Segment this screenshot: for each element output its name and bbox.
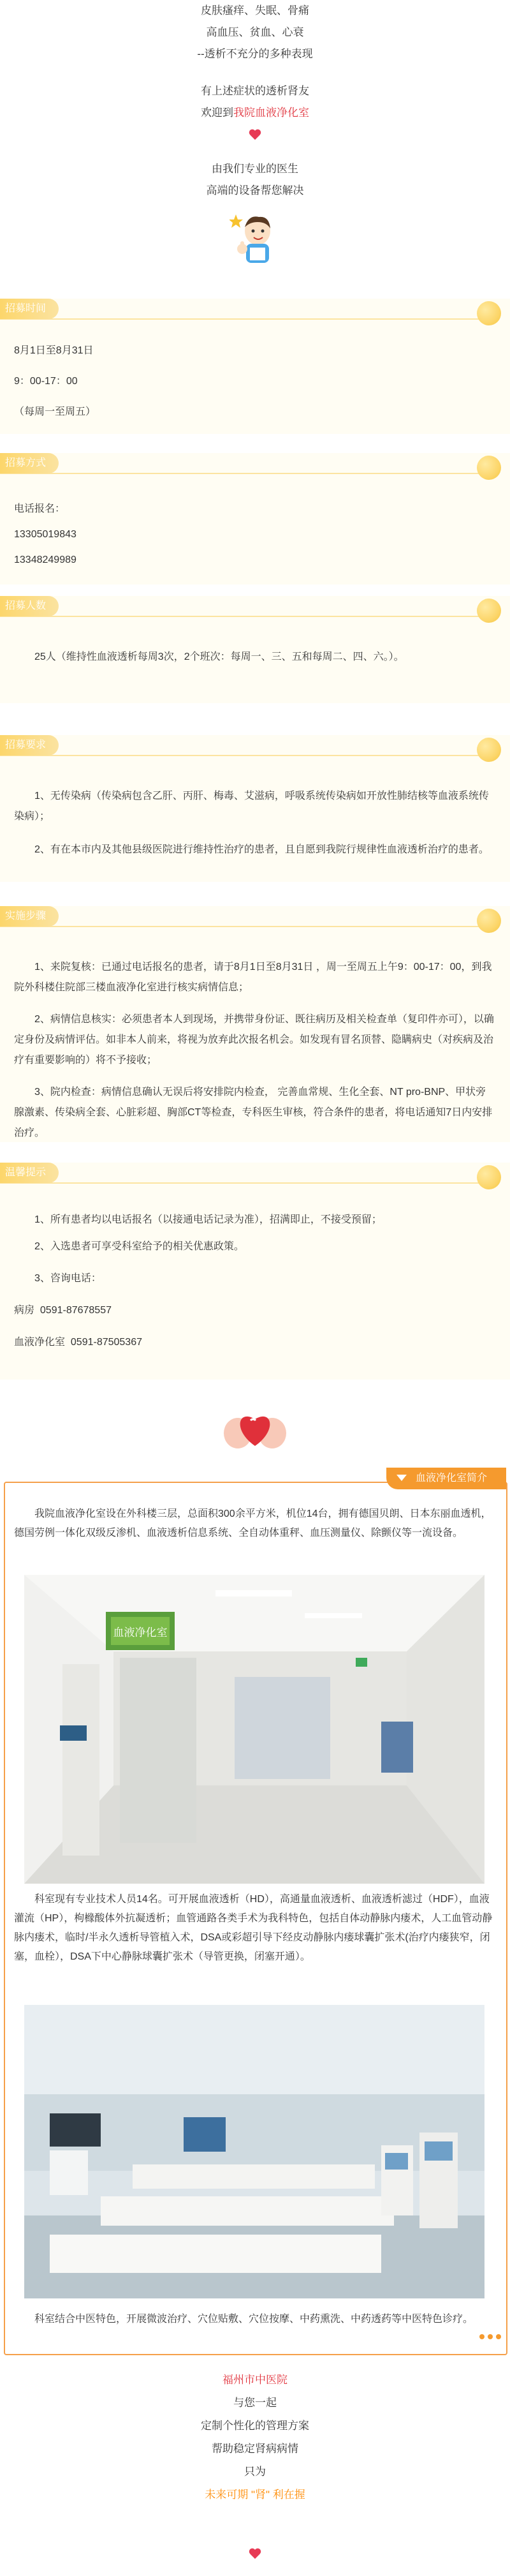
section-title: 招募时间 xyxy=(5,303,47,314)
more-dots-icon xyxy=(476,2331,501,2342)
section-title: 实施步骤 xyxy=(5,911,47,921)
tip-item: 2、入选患者可享受科室给予的相关优惠政策。 xyxy=(34,1241,244,1252)
doctor-block xyxy=(0,158,510,202)
section-title: 招募人数 xyxy=(5,600,47,611)
department-tcm-para: 科室结合中医特色，开展微波治疗、穴位贴敷、穴位按摩、中药熏洗、中药透药等中医特色诊疗。 xyxy=(34,2314,474,2325)
section-header xyxy=(0,735,59,756)
thumbs-up-character-icon xyxy=(229,208,283,269)
section-divider xyxy=(0,926,484,927)
symptom-line: --透析不充分的多种表现 xyxy=(197,48,313,60)
department-intro-tab xyxy=(386,1468,506,1489)
recruit-dates: 8月1日至8月31日 xyxy=(14,345,94,356)
section-header xyxy=(0,596,59,616)
section-tips xyxy=(0,1163,510,1380)
section-divider xyxy=(0,1182,484,1184)
phone-label: 电话报名： xyxy=(14,503,66,514)
process-step: 3、院内检查：病情信息确认无误后将安排院内检查， 完善血常规、生化全套、NT pro-BNP、甲状旁腺激素、传染病全套、心脏彩超、胸部CT等检查，专科医生审核，符合条件的患者，将电话通知7日内安排治疗。 xyxy=(14,1087,493,1138)
dialysis-phone[interactable]: 血液净化室 0591-87505367 xyxy=(14,1337,143,1348)
section-header xyxy=(0,299,59,319)
phone-number-2[interactable]: 13348249989 xyxy=(14,555,76,565)
section-body xyxy=(14,957,496,1143)
closing-line: 只为 xyxy=(244,2466,266,2478)
symptom-line: 高血压、贫血、心衰 xyxy=(206,26,304,38)
corridor-photo xyxy=(24,1575,484,1884)
recruit-count-text: 25人（维持性血液透析每周3次，2个班次：每周一、三、五和每周二、四、六。）。 xyxy=(34,651,404,662)
doctor-line: 由我们专业的医生 xyxy=(212,163,298,175)
closing-line: 与您一起 xyxy=(233,2397,277,2409)
section-body xyxy=(14,503,496,567)
equipment-line: 高端的设备帮您解决 xyxy=(206,184,304,197)
section-header xyxy=(0,1163,59,1183)
heart-hands-icon xyxy=(220,1401,290,1454)
closing-line: 帮助稳定肾病病情 xyxy=(212,2443,298,2455)
section-process xyxy=(0,906,510,1142)
section-recruit-method xyxy=(0,453,510,584)
sun-icon xyxy=(477,301,501,325)
process-step: 1、来院复核：已通过电话报名的患者，请于8月1日至8月31日 ，周一至周五上午9：00-17：00，到我院外科楼住院部三楼血液净化室进行核实病情信息； xyxy=(14,962,492,993)
requirement-item: 1、无传染病（传染病包含乙肝、丙肝、梅毒、艾滋病，呼吸系统传染病如开放性肺结核等血液系统传染病）； xyxy=(14,791,489,822)
sun-icon xyxy=(477,738,501,762)
section-divider xyxy=(0,473,484,474)
hospital-name: 福州市中医院 xyxy=(222,2374,288,2386)
sun-icon xyxy=(477,456,501,480)
section-header xyxy=(0,906,59,927)
section-divider xyxy=(0,318,484,320)
department-sign-text: 血液净化室 xyxy=(113,1627,168,1639)
recruit-hours: 9：00-17：00 xyxy=(14,376,78,387)
recruit-weekdays: （每周一至周五） xyxy=(14,406,96,417)
section-title: 温馨提示 xyxy=(5,1167,47,1178)
heart-icon xyxy=(249,130,261,141)
welcome-highlight: 我院血液净化室 xyxy=(233,107,309,119)
closing-slogan: 未来可期 "肾" 利在握 xyxy=(205,2489,305,2501)
department-staff-para: 科室现有专业技术人员14名。可开展血液透析（HD），高通量血液透析、血液透析滤过（HDF），血液灌流（HP），枸橼酸体外抗凝透析；血管通路各类手术为我科特色，包括自体动静脉内瘘术，人工血管动静脉内瘘术，临时/半永久透析导管植入术，DSA或彩超引导下经皮动静脉内瘘球囊扩张术(治疗内瘘狭窄，闭塞，血栓），DSA下中心静脉球囊扩张术（导管更换，闭塞开通）。 xyxy=(14,1894,493,1962)
requirement-item: 2、有在本市内及其他县级医院进行维持性治疗的患者，且自愿到我院行规律性血液透析治疗的患者。 xyxy=(34,844,489,855)
section-body xyxy=(14,345,496,419)
process-step: 2、病情信息核实：必须患者本人到现场，并携带身份证、既往病历及相关检查单（复印件亦可），以确定身份及病情评估。如非本人前来，将视为放弃此次报名机会。如发现有冒名顶替、隐瞒病史（对疾病及治疗有重要影响的）将不予接收； xyxy=(14,1014,494,1066)
tip-item: 3、咨询电话： xyxy=(34,1273,101,1284)
sun-icon xyxy=(477,1165,501,1189)
section-body xyxy=(14,1212,496,1350)
welcome-line xyxy=(0,102,510,124)
ward-phone[interactable]: 病房 0591-87678557 xyxy=(14,1305,112,1316)
section-divider xyxy=(0,616,484,617)
phone-number-1[interactable]: 13305019843 xyxy=(14,529,76,540)
section-recruit-time xyxy=(0,299,510,434)
sun-icon xyxy=(477,599,501,623)
section-body xyxy=(14,647,496,667)
invite-line: 有上述症状的透析肾友 xyxy=(201,85,309,97)
section-recruit-requirements xyxy=(0,735,510,882)
closing-line: 定制个性化的管理方案 xyxy=(201,2420,309,2432)
department-intro-title: 血液净化室简介 xyxy=(416,1473,488,1484)
section-body xyxy=(14,786,496,860)
invite-block xyxy=(0,80,510,124)
sun-icon xyxy=(477,909,501,933)
section-title: 招募方式 xyxy=(5,458,47,468)
department-intro-para: 我院血液净化室设在外科楼三层，总面积300余平方米，机位14台，拥有德国贝朗、日本东丽血透机，德国劳例一体化双级反渗机、血液透析信息系统、全自动体重秤、血压测量仪、除颤仪等一流设备。 xyxy=(14,1508,492,1538)
symptom-line: 皮肤瘙痒、失眠、骨痛 xyxy=(201,4,309,17)
section-divider xyxy=(0,755,484,756)
section-title: 招募要求 xyxy=(5,740,47,750)
dialysis-ward-photo xyxy=(24,2005,484,2298)
section-header xyxy=(0,453,59,473)
tip-item: 1、所有患者均以电话报名（以接通电话记录为准），招满即止，不接受预留； xyxy=(34,1214,382,1225)
triangle-icon xyxy=(397,1475,407,1481)
heart-icon xyxy=(249,2549,261,2560)
welcome-prefix: 欢迎到 xyxy=(201,107,233,119)
section-recruit-count xyxy=(0,596,510,703)
symptom-list xyxy=(0,0,510,65)
closing-block xyxy=(0,2369,510,2506)
